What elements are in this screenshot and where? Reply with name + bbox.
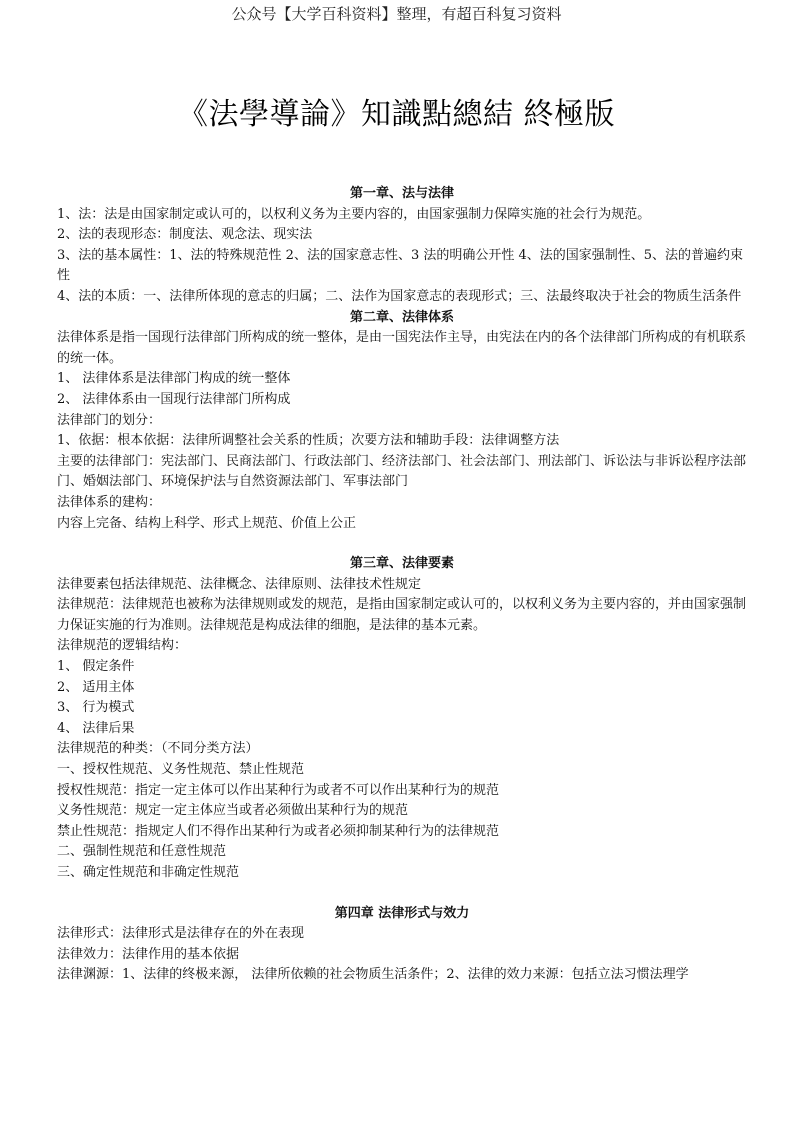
text-line: 授权性规范：指定一定主体可以作出某种行为或者不可以作出某种行为的规范 bbox=[57, 782, 500, 798]
text-line: 禁止性规范：指规定人们不得作出某种行为或者必须抑制某种行为的法律规范 bbox=[57, 823, 500, 839]
text-line: 3、法的基本属性：1、法的特殊规范性 2、法的国家意志性、3 法的明确公开性 4、法的国家强制性、5、法的普遍约束性 bbox=[57, 247, 744, 284]
text-line: 主要的法律部门：宪法部门、民商法部门、行政法部门、经济法部门、社会法部门、刑法部门、诉讼法与非诉讼程序法部门、婚姻法部门、环境保护法与自然资源法部门、军事法部门 bbox=[57, 453, 747, 490]
text-line: 法律形式：法律形式是法律存在的外在表现 bbox=[57, 926, 305, 942]
text-line: 1、依据：根本依据：法律所调整社会关系的性质；次要方法和辅助手段：法律调整方法 bbox=[57, 433, 560, 449]
text-line: 2、 法律体系由一国现行法律部门所构成 bbox=[57, 391, 291, 407]
chapter-heading: 第四章 法律形式与效力 bbox=[334, 905, 470, 921]
text-line: 2、 适用主体 bbox=[57, 679, 135, 695]
text-line: 2、法的表现形态：制度法、观念法、现实法 bbox=[57, 227, 313, 243]
text-line: 法律体系是指一国现行法律部门所构成的统一整体，是由一国宪法作主导，由宪法在内的各个法律部门所构成的有机联系的统一体。 bbox=[57, 330, 747, 366]
text-line: 义务性规范：规定一定主体应当或者必须做出某种行为的规范 bbox=[57, 803, 409, 819]
text-line: 法律部门的划分： bbox=[57, 412, 162, 428]
text-line: 法律要素包括法律规范、法律概念、法律原则、法律技术性规定 bbox=[57, 576, 422, 592]
text-line: 法律规范的种类：（不同分类方法） bbox=[57, 741, 259, 757]
text-line: 1、 法律体系是法律部门构成的统一整体 bbox=[57, 371, 291, 387]
text-line: 法律效力：法律作用的基本依据 bbox=[57, 946, 240, 962]
text-line: 4、 法律后果 bbox=[57, 720, 135, 736]
chapter-section bbox=[57, 554, 747, 884]
chapter-heading: 第二章、法律体系 bbox=[349, 309, 454, 325]
text-line: 二、强制性规范和任意性规范 bbox=[57, 844, 227, 860]
chapter-heading: 第一章、法与法律 bbox=[349, 186, 454, 201]
chapter-heading: 第三章、法律要素 bbox=[349, 556, 454, 572]
header-note: 公众号【大学百科资料】整理，有超百科复习资料 bbox=[231, 5, 562, 23]
text-line: 法律渊源：1、法律的终极来源， 法律所依赖的社会物质生活条件；2、法律的效力来源：包括立法习惯法理学 bbox=[57, 967, 689, 983]
document-title: 《法學導論》知識點總結 終極版 bbox=[177, 97, 616, 132]
text-line: 3、 行为模式 bbox=[57, 700, 135, 716]
text-line: 三、确定性规范和非确定性规范 bbox=[57, 865, 240, 880]
chapter-section bbox=[57, 308, 747, 535]
text-line: 法律规范的逻辑结构： bbox=[57, 638, 188, 654]
document-body bbox=[57, 184, 747, 986]
text-line: 1、 假定条件 bbox=[57, 659, 135, 675]
text-line: 4、法的本质：一、法律所体现的意志的归属；二、法作为国家意志的表现形式；三、法最终取决于社会的物质生活条件 bbox=[57, 288, 742, 304]
chapter-section bbox=[57, 184, 747, 308]
chapter-section bbox=[57, 904, 747, 986]
text-line: 一、授权性规范、义务性规范、禁止性规范 bbox=[57, 762, 305, 778]
text-line: 法律规范：法律规范也被称为法律规则或发的规范，是指由国家制定或认可的，以权利义务为主要内容的，并由国家强制力保证实施的行为准则。法律规范是构成法律的细胞，是法律的基本元素。 bbox=[57, 597, 747, 633]
text-line: 1、法：法是由国家制定或认可的，以权利义务为主要内容的，由国家强制力保障实施的社会行为规范。 bbox=[57, 206, 651, 222]
text-line: 内容上完备、结构上科学、形式上规范、价值上公正 bbox=[57, 515, 357, 531]
text-line: 法律体系的建构： bbox=[57, 494, 162, 510]
